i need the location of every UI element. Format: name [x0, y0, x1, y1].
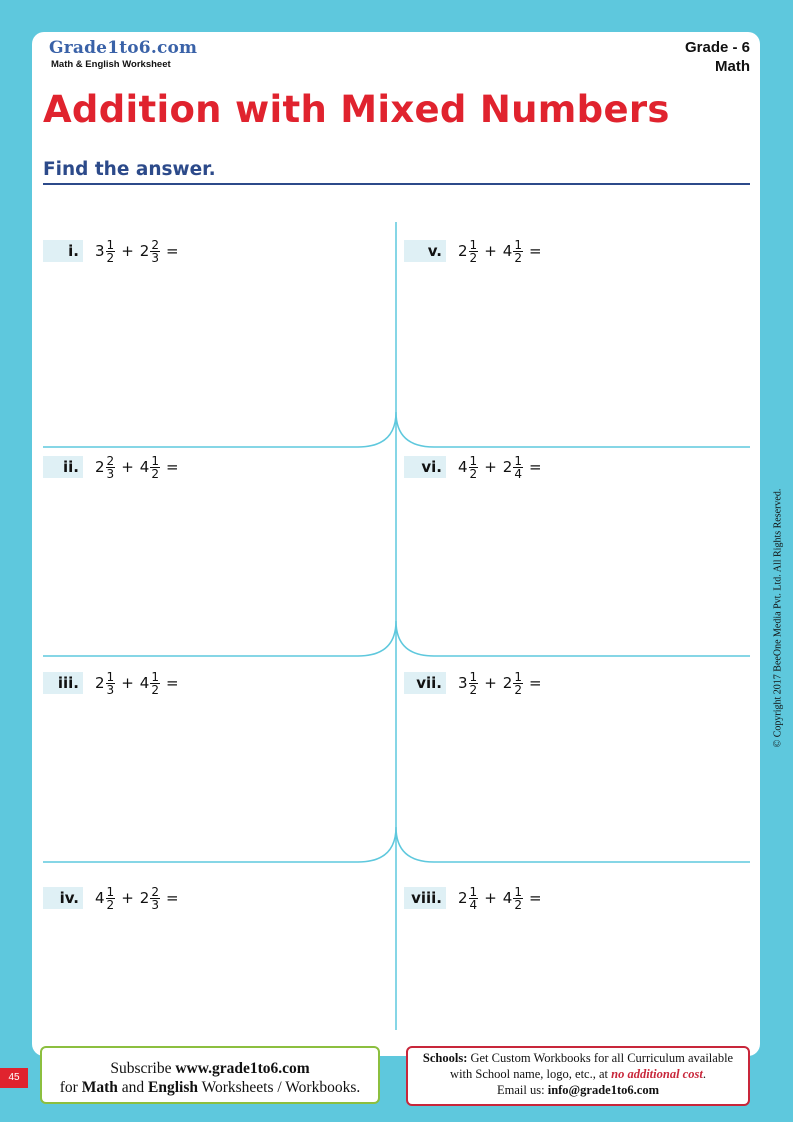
denominator: 2	[469, 250, 478, 265]
mixed-number	[140, 671, 160, 696]
equals-sign: =	[165, 458, 179, 476]
numerator: 1	[514, 669, 522, 684]
fraction	[469, 239, 479, 264]
problem-label: iii.	[43, 672, 83, 694]
plus-sign: +	[121, 674, 134, 692]
problem-iii	[43, 669, 185, 697]
logo-subtitle: Math & English Worksheet	[51, 59, 171, 70]
mixed-number	[458, 239, 478, 264]
whole-part: 4	[139, 458, 150, 476]
subscribe-line-1	[42, 1059, 378, 1078]
denominator: 3	[106, 682, 115, 697]
problem-vi	[404, 453, 548, 481]
problem-label: vi.	[404, 456, 446, 478]
footer-english: English	[148, 1079, 198, 1096]
problem-label: iv.	[43, 887, 83, 909]
equals-sign: =	[528, 889, 542, 907]
subscribe-box[interactable]	[40, 1046, 380, 1104]
denominator: 2	[514, 682, 522, 697]
whole-part: 2	[95, 674, 105, 692]
problem-iv	[43, 884, 185, 912]
fraction	[469, 455, 479, 480]
footer-text: for	[59, 1079, 82, 1096]
equals-sign: =	[528, 674, 542, 692]
fraction	[106, 886, 116, 911]
plus-sign: +	[484, 889, 497, 907]
denominator: 2	[514, 250, 522, 265]
whole-part: 3	[458, 674, 468, 692]
numerator: 1	[106, 669, 115, 684]
denominator: 2	[106, 250, 115, 265]
equals-sign: =	[528, 242, 542, 260]
copyright-text: © Copyright 2017 BeeOne Media Pvt. Ltd. All Rights Reserved.	[772, 488, 784, 748]
fraction	[469, 671, 479, 696]
page-title: Addition with Mixed Numbers	[43, 88, 670, 131]
fraction	[150, 455, 160, 480]
numerator: 1	[106, 884, 115, 899]
logo-name: Grade1to6.com	[49, 38, 198, 58]
mixed-number	[95, 239, 115, 264]
fraction	[469, 886, 479, 911]
footer-text: Worksheets / Workbooks.	[197, 1079, 361, 1096]
whole-part: 2	[139, 889, 150, 907]
instruction: Find the answer.	[43, 159, 216, 180]
schools-line-1	[408, 1050, 748, 1066]
plus-sign: +	[484, 242, 497, 260]
denominator: 2	[151, 682, 159, 697]
plus-sign: +	[484, 674, 497, 692]
numerator: 2	[106, 453, 115, 468]
fraction	[150, 886, 160, 911]
numerator: 2	[151, 884, 159, 899]
whole-part: 2	[502, 458, 513, 476]
mixed-number	[95, 671, 115, 696]
whole-part: 4	[458, 458, 468, 476]
numerator: 1	[514, 237, 522, 252]
denominator: 3	[151, 897, 159, 912]
subject-label: Math	[715, 58, 750, 75]
denominator: 2	[514, 897, 522, 912]
problem-label: i.	[43, 240, 83, 262]
footer-math: Math	[81, 1079, 118, 1096]
denominator: 2	[469, 682, 478, 697]
mixed-number	[458, 886, 478, 911]
equals-sign: =	[165, 242, 179, 260]
mixed-number	[503, 455, 523, 480]
denominator: 2	[151, 466, 159, 481]
denominator: 2	[469, 466, 478, 481]
whole-part: 4	[502, 889, 513, 907]
fraction	[150, 671, 160, 696]
fraction	[513, 671, 523, 696]
schools-text: .	[702, 1067, 706, 1081]
schools-box	[406, 1046, 750, 1106]
denominator: 3	[106, 466, 115, 481]
problem-vii	[404, 669, 548, 697]
schools-line-3	[408, 1082, 748, 1098]
page-number: 45	[0, 1068, 28, 1088]
mixed-number	[458, 671, 478, 696]
fraction	[513, 239, 523, 264]
fraction	[150, 239, 160, 264]
numerator: 1	[151, 453, 159, 468]
schools-text: with School name, logo, etc., at	[450, 1067, 612, 1081]
problem-ii	[43, 453, 185, 481]
subscribe-prefix: Subscribe	[110, 1060, 176, 1077]
numerator: 1	[151, 669, 159, 684]
numerator: 1	[514, 884, 522, 899]
whole-part: 2	[95, 458, 105, 476]
numerator: 1	[106, 237, 115, 252]
whole-part: 3	[95, 242, 105, 260]
copyright-notice	[770, 480, 786, 756]
footer-text: and	[117, 1079, 148, 1096]
email-label: Email us:	[497, 1083, 548, 1097]
plus-sign: +	[121, 458, 134, 476]
mixed-number	[503, 671, 523, 696]
plus-sign: +	[121, 242, 134, 260]
mixed-number	[140, 239, 160, 264]
numerator: 1	[514, 453, 522, 468]
whole-part: 4	[95, 889, 105, 907]
plus-sign: +	[121, 889, 134, 907]
email-link[interactable]: info@grade1to6.com	[547, 1083, 659, 1097]
numerator: 1	[469, 237, 478, 252]
grade-label: Grade - 6	[684, 39, 750, 56]
mixed-number	[458, 455, 478, 480]
mixed-number	[140, 886, 160, 911]
equals-sign: =	[528, 458, 542, 476]
schools-label: Schools:	[422, 1051, 468, 1065]
mixed-number	[140, 455, 160, 480]
schools-highlight: no additional cost	[611, 1067, 703, 1081]
denominator: 2	[106, 897, 115, 912]
plus-sign: +	[484, 458, 497, 476]
schools-text: Get Custom Workbooks for all Curriculum available	[467, 1051, 734, 1065]
mixed-number	[503, 886, 523, 911]
fraction	[106, 239, 116, 264]
numerator: 1	[469, 884, 478, 899]
fraction	[106, 455, 116, 480]
problem-label: v.	[404, 240, 446, 262]
problem-label: viii.	[404, 887, 446, 909]
numerator: 1	[469, 669, 478, 684]
equals-sign: =	[165, 889, 179, 907]
equals-sign: =	[165, 674, 179, 692]
mixed-number	[503, 239, 523, 264]
whole-part: 2	[139, 242, 150, 260]
numerator: 2	[151, 237, 159, 252]
whole-part: 2	[458, 889, 468, 907]
problem-i	[43, 237, 185, 265]
whole-part: 2	[458, 242, 468, 260]
problem-label: ii.	[43, 456, 83, 478]
problem-label: vii.	[404, 672, 446, 694]
problem-v	[404, 237, 548, 265]
problem-viii	[404, 884, 548, 912]
subscribe-line-2	[42, 1078, 378, 1097]
fraction	[106, 671, 116, 696]
fraction	[513, 886, 523, 911]
fraction	[513, 455, 523, 480]
whole-part: 4	[139, 674, 150, 692]
whole-part: 2	[502, 674, 513, 692]
mixed-number	[95, 455, 115, 480]
denominator: 4	[514, 466, 522, 481]
denominator: 4	[469, 897, 478, 912]
schools-line-2	[408, 1066, 748, 1082]
mixed-number	[95, 886, 115, 911]
numerator: 1	[469, 453, 478, 468]
denominator: 3	[151, 250, 159, 265]
subscribe-link[interactable]: www.grade1to6.com	[175, 1060, 310, 1077]
whole-part: 4	[502, 242, 513, 260]
